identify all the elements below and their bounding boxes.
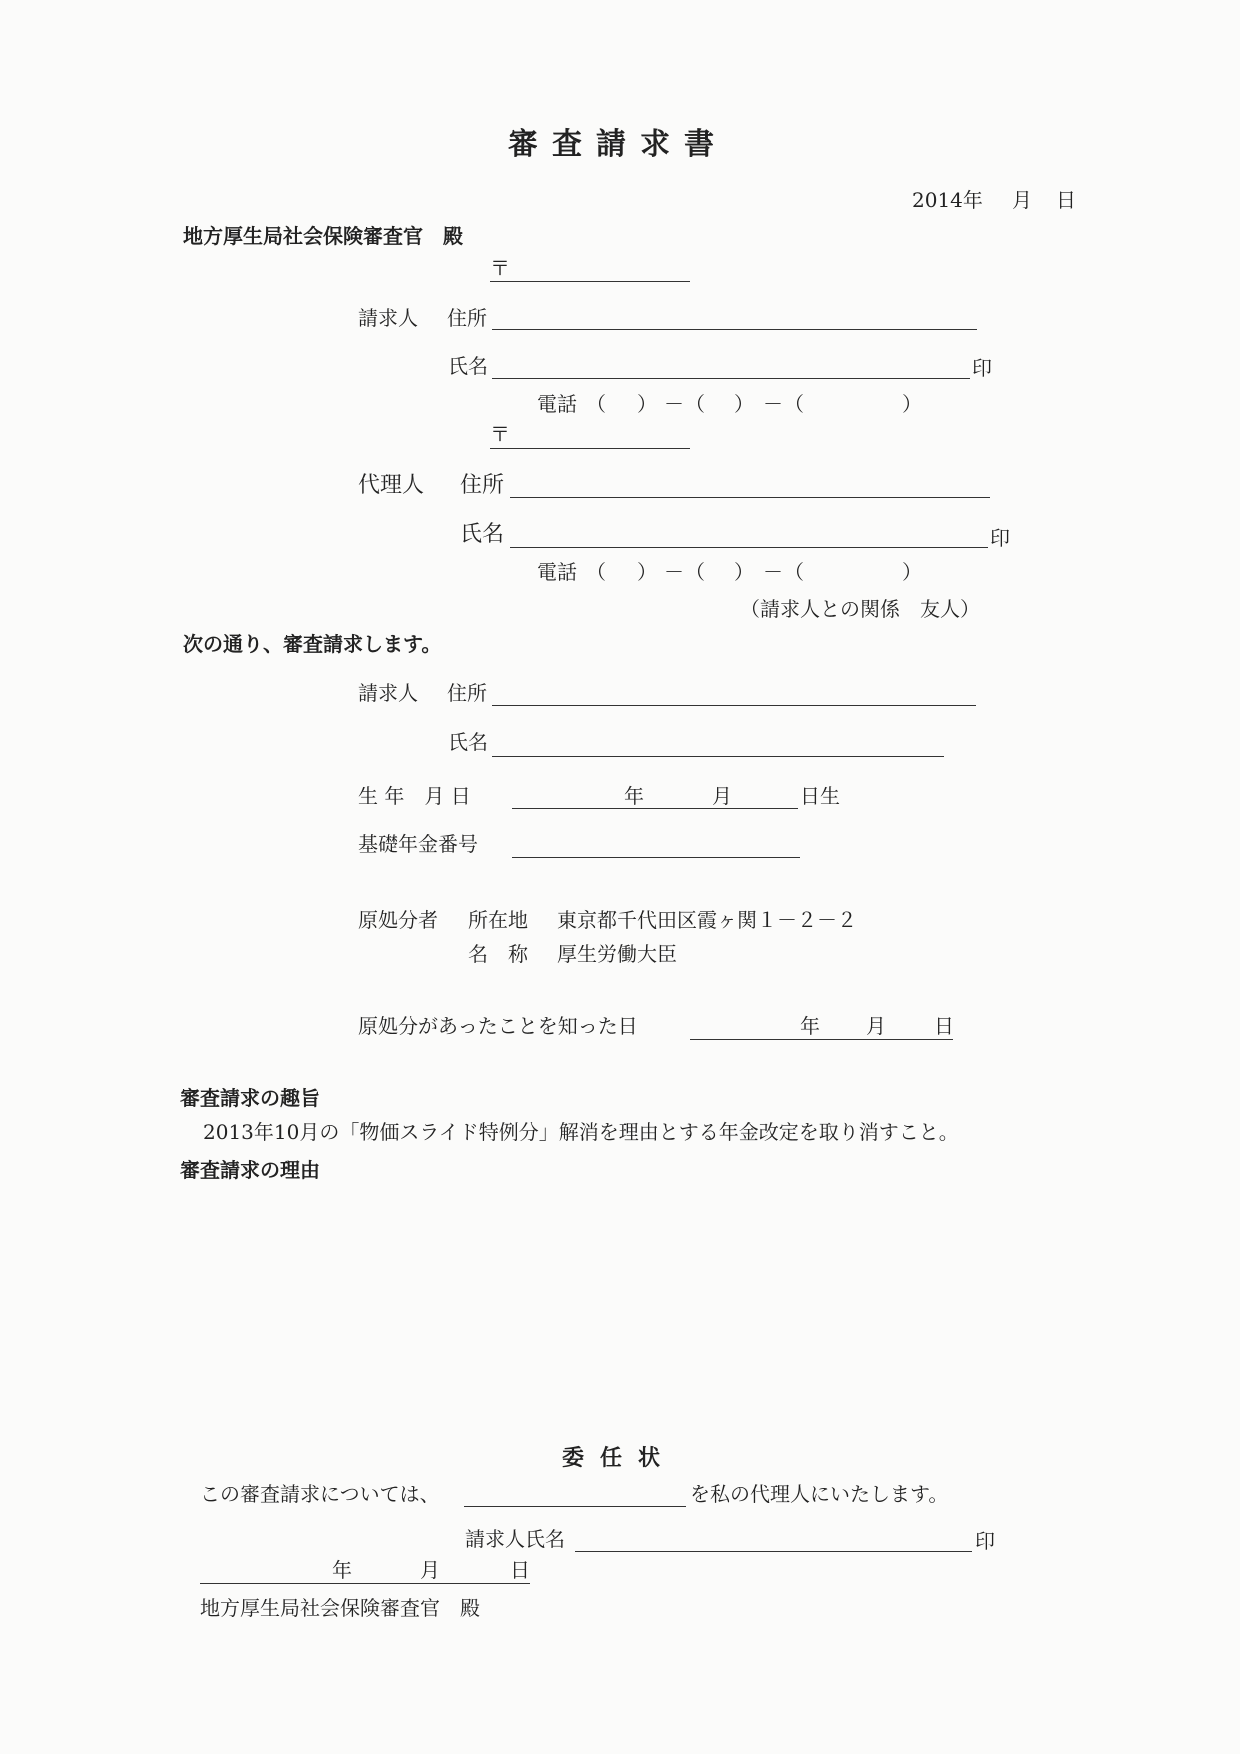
agent-phone-open-3: （ [784, 560, 804, 584]
agent-phone-open-2: （ [685, 560, 705, 584]
proxy-day: 日 [510, 1558, 530, 1582]
claimant-address-label: 住所 [447, 306, 487, 330]
claimant-label: 請求人 [358, 306, 418, 330]
claimant-phone-sep-1: － [664, 392, 684, 416]
agent-address-label: 住所 [460, 473, 505, 498]
agent-phone-close-3: ） [902, 560, 922, 584]
purpose-heading: 審査請求の趣旨 [180, 1086, 320, 1110]
proxy-title: 委任状 [562, 1446, 677, 1471]
claimant-name-field[interactable] [492, 378, 970, 379]
request-name-label: 氏名 [448, 730, 488, 754]
date-month: 月 [1012, 188, 1032, 212]
proxy-agent-field[interactable] [464, 1506, 686, 1507]
agent-label: 代理人 [358, 473, 425, 498]
claimant-phone-close-1: ） [637, 392, 657, 416]
claimant-phone-open-2: （ [685, 392, 705, 416]
birthdate-field[interactable] [512, 808, 798, 809]
disposer-name: 厚生労働大臣 [557, 942, 677, 966]
birth-day-suffix: 日生 [800, 784, 840, 808]
claimant-phone-label: 電話 [537, 392, 577, 416]
disposer-label: 原処分者 [358, 908, 438, 932]
proxy-seal: 印 [975, 1529, 995, 1553]
pension-number-label: 基礎年金番号 [358, 832, 478, 856]
request-name-field[interactable] [492, 756, 944, 757]
known-date-day: 日 [934, 1014, 954, 1038]
birthdate-label: 生 年 月 日 [358, 784, 471, 808]
claimant-address-field[interactable] [492, 329, 977, 330]
purpose-text: 2013年10月の「物価スライド特例分」解消を理由とする年金改定を取り消すこと。 [203, 1120, 959, 1144]
birth-month-unit: 月 [712, 784, 732, 808]
claimant-phone-open-1: （ [586, 392, 606, 416]
proxy-claimant-name-label: 請求人氏名 [465, 1527, 565, 1551]
request-claimant-label: 請求人 [358, 681, 418, 705]
claimant-phone-open-3: （ [784, 392, 804, 416]
agent-name-field[interactable] [510, 547, 988, 548]
disposer-location: 東京都千代田区霞ヶ関１－２－２ [557, 908, 857, 932]
agent-postal-mark: 〒 [490, 422, 510, 446]
agent-phone-sep-1: － [664, 560, 684, 584]
proxy-date-field[interactable] [200, 1583, 530, 1584]
proxy-addressee: 地方厚生局社会保険審査官 殿 [200, 1596, 480, 1620]
known-date-month: 月 [866, 1014, 886, 1038]
agent-phone-sep-2: － [763, 560, 783, 584]
claimant-postal-mark: 〒 [490, 256, 510, 280]
request-address-label: 住所 [447, 681, 487, 705]
claimant-seal: 印 [972, 356, 992, 380]
date-day: 日 [1056, 188, 1076, 212]
disposer-location-label: 所在地 [468, 908, 528, 932]
known-date-year: 年 [800, 1014, 820, 1038]
agent-address-field[interactable] [510, 497, 990, 498]
disposer-name-label: 名 称 [468, 942, 528, 966]
birth-year-unit: 年 [624, 784, 644, 808]
reason-heading: 審査請求の理由 [180, 1158, 320, 1182]
claimant-postal-field[interactable] [490, 281, 690, 282]
claimant-phone-close-2: ） [734, 392, 754, 416]
page-title: 審査請求書 [508, 127, 728, 162]
agent-phone-close-2: ） [734, 560, 754, 584]
known-date-field[interactable] [690, 1039, 953, 1040]
proxy-text-before: この審査請求については、 [200, 1482, 440, 1506]
claimant-phone-close-3: ） [902, 392, 922, 416]
request-address-field[interactable] [492, 705, 976, 706]
proxy-month: 月 [420, 1558, 440, 1582]
agent-phone-label: 電話 [537, 560, 577, 584]
claimant-phone-sep-2: － [763, 392, 783, 416]
proxy-text-after: を私の代理人にいたします。 [690, 1482, 949, 1506]
agent-phone-close-1: ） [637, 560, 657, 584]
proxy-claimant-name-field[interactable] [575, 1551, 972, 1552]
known-date-label: 原処分があったことを知った日 [358, 1014, 638, 1038]
agent-postal-field[interactable] [490, 448, 690, 449]
agent-phone-open-1: （ [586, 560, 606, 584]
addressee: 地方厚生局社会保険審査官 殿 [183, 224, 463, 248]
agent-name-label: 氏名 [460, 522, 505, 547]
claimant-name-label: 氏名 [448, 354, 488, 378]
agent-seal: 印 [990, 526, 1010, 550]
proxy-year: 年 [332, 1558, 352, 1582]
agent-relationship: （請求人との関係 友人） [740, 597, 980, 621]
request-heading: 次の通り、審査請求します。 [183, 632, 442, 656]
pension-number-field[interactable] [512, 857, 800, 858]
date-year: 2014年 [912, 188, 983, 212]
